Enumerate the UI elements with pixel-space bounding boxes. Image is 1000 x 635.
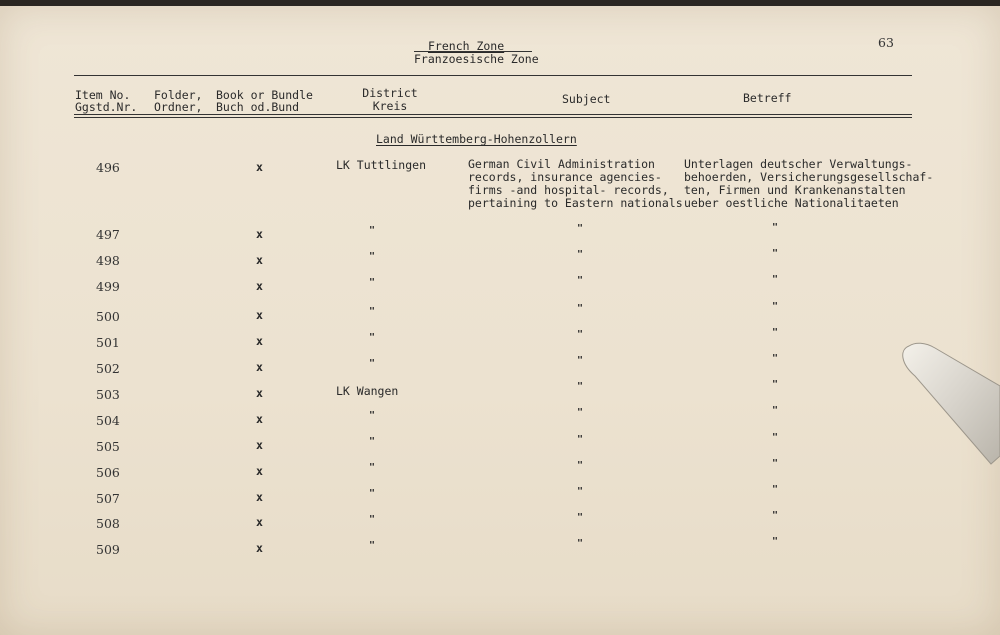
zone-title-en: French Zone [428, 39, 505, 53]
district-cell: " [369, 358, 376, 369]
col-book-de: Buch od.Bund [216, 100, 300, 114]
betreff-cell: " [772, 510, 779, 521]
book-mark: x [256, 253, 263, 267]
subject-cell: " [577, 486, 584, 497]
subject-cell: " [577, 275, 584, 286]
zone-title-underline [414, 51, 532, 52]
subject-line: pertaining to Eastern nationals [468, 196, 683, 210]
betreff-cell: " [772, 536, 779, 547]
betreff-cell: " [772, 484, 779, 495]
item-number: 506 [96, 465, 120, 480]
betreff-cell: " [772, 248, 779, 259]
district-cell: " [369, 332, 376, 343]
betreff-cell: " [772, 353, 779, 364]
betreff-cell: " [772, 327, 779, 338]
subject-cell: " [577, 223, 584, 234]
col-item-en: Item No. [75, 88, 131, 102]
book-mark: x [256, 490, 263, 504]
district-cell: " [369, 277, 376, 288]
district-cell: " [369, 306, 376, 317]
item-number: 508 [96, 516, 120, 531]
item-number: 507 [96, 491, 120, 506]
book-mark: x [256, 515, 263, 529]
col-folder-en: Folder, [154, 88, 203, 102]
book-mark: x [256, 464, 263, 478]
item-number: 504 [96, 413, 120, 428]
betreff-cell: " [772, 405, 779, 416]
subject-cell: " [577, 355, 584, 366]
book-mark: x [256, 438, 263, 452]
subject-cell: " [577, 460, 584, 471]
district-cell: " [369, 488, 376, 499]
betreff-cell: " [772, 458, 779, 469]
book-mark: x [256, 386, 263, 400]
book-mark: x [256, 160, 263, 174]
zone-title-de: Franzoesische Zone [414, 52, 539, 66]
betreff-cell: " [772, 379, 779, 390]
betreff-cell: " [772, 301, 779, 312]
item-number: 497 [96, 227, 120, 242]
col-book-en: Book or Bundle [216, 88, 313, 102]
subject-cell: " [577, 303, 584, 314]
section-title: Land Württemberg-Hohenzollern [376, 132, 577, 146]
book-mark: x [256, 227, 263, 241]
col-district-de: Kreis [372, 99, 408, 113]
betreff-line: ueber oestliche Nationalitaeten [684, 196, 899, 210]
subject-cell: " [577, 381, 584, 392]
header-rule [74, 114, 912, 118]
subject-cell: " [577, 512, 584, 523]
subject-line: firms -and hospital- records, [468, 183, 669, 197]
betreff-cell: " [772, 432, 779, 443]
item-number: 503 [96, 387, 120, 402]
district-cell: " [369, 462, 376, 473]
item-number: 499 [96, 279, 120, 294]
district-cell: " [369, 225, 376, 236]
col-subject: Subject [562, 92, 611, 106]
district-cell: LK Tuttlingen [336, 158, 427, 172]
subject-cell: " [577, 329, 584, 340]
subject-cell: " [577, 434, 584, 445]
item-number: 500 [96, 309, 120, 324]
district-cell: LK Wangen [336, 384, 399, 398]
item-number: 505 [96, 439, 120, 454]
book-mark: x [256, 308, 263, 322]
page-number: 63 [878, 35, 894, 50]
page-turner-blade-icon [895, 336, 1000, 476]
item-number: 498 [96, 253, 120, 268]
book-mark: x [256, 541, 263, 555]
subject-line: records, insurance agencies- [468, 170, 662, 184]
subject-line: German Civil Administration [468, 157, 655, 171]
book-mark: x [256, 334, 263, 348]
item-number: 502 [96, 361, 120, 376]
district-cell: " [369, 410, 376, 421]
book-mark: x [256, 279, 263, 293]
betreff-line: ten, Firmen und Krankenanstalten [684, 183, 906, 197]
betreff-cell: " [772, 222, 779, 233]
book-mark: x [256, 412, 263, 426]
top-rule [74, 75, 912, 76]
col-item-de: Ggstd.Nr. [75, 100, 138, 114]
document-page [0, 6, 1000, 635]
subject-cell: " [577, 538, 584, 549]
col-folder-de: Ordner, [154, 100, 203, 114]
district-cell: " [369, 514, 376, 525]
betreff-line: Unterlagen deutscher Verwaltungs- [684, 157, 913, 171]
subject-cell: " [577, 407, 584, 418]
betreff-cell: " [772, 274, 779, 285]
district-cell: " [369, 436, 376, 447]
item-number: 496 [96, 160, 120, 175]
district-cell: " [369, 251, 376, 262]
district-cell: " [369, 540, 376, 551]
item-number: 501 [96, 335, 120, 350]
item-number: 509 [96, 542, 120, 557]
book-mark: x [256, 360, 263, 374]
betreff-line: behoerden, Versicherungsgesellschaf- [684, 170, 934, 184]
col-betreff: Betreff [743, 91, 792, 105]
col-district-en: District [362, 86, 418, 100]
subject-cell: " [577, 249, 584, 260]
